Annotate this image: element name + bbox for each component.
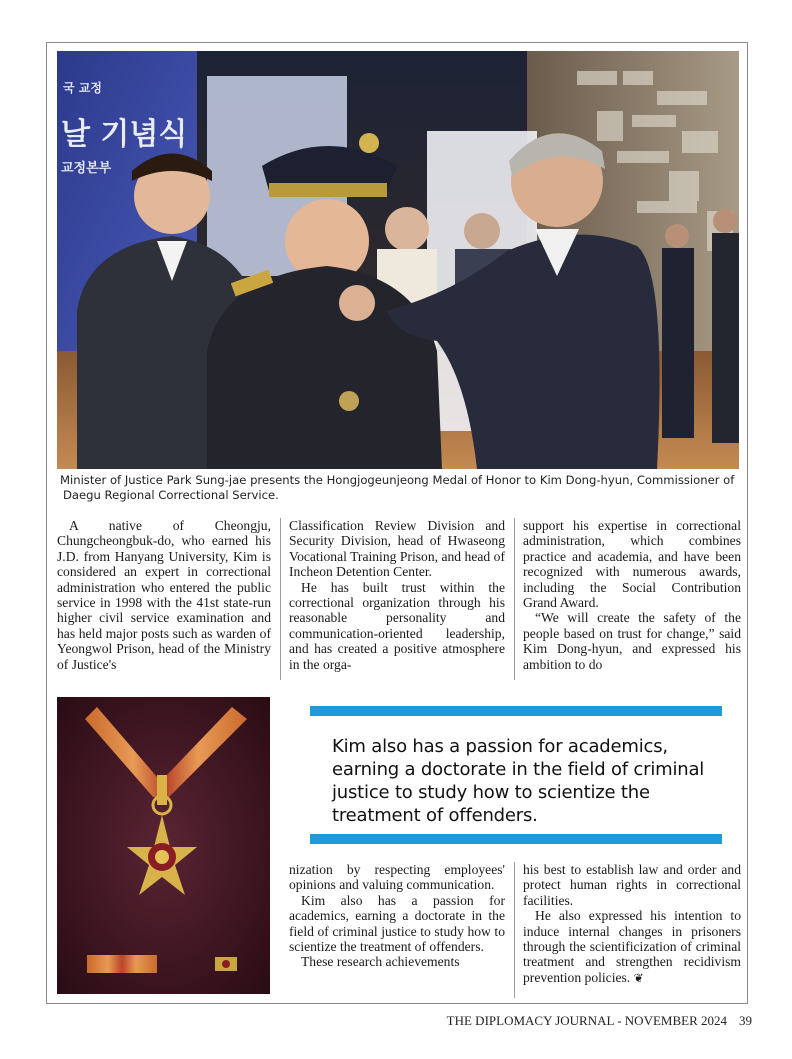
pullquote-bar-bottom [310,834,722,844]
paragraph: “We will create the safety of the people based on trust for change,” said Kim Dong-hyun, and expressed his ambition to do [523,610,741,672]
screen-text-bottom: 교정본부 [61,161,112,176]
caption-line-2: Daegu Regional Correctional Service. [63,488,279,502]
page-number: 39 [739,1013,752,1028]
pullquote: Kim also has a passion for academics, earning a doctorate in the field of criminal justice to study how to scientize the treatment of offenders. [332,736,705,826]
medal-illustration [57,697,270,994]
column-1-top [57,518,271,672]
column-2-bottom [289,862,505,970]
paragraph: He has built trust within the correctional organization through his reasonable personality and communication-oriented leadership, and has created a positive atmosphere in the orga- [289,579,505,672]
paragraph: These research achievements [301,954,460,970]
paragraph: Classification Review Division and Security Division, head of Hwaseong Vocational Training Prison, and head of Incheon Detention Center. [289,518,505,580]
paragraph-text: He also expressed his intention to induce internal changes in prisoners through the scientificization of criminal treatment and strengthen recidivism prevention policies. [523,908,741,985]
photo-caption [60,473,744,503]
screen-text-title: 날 기념식 [61,117,188,152]
ceremony-photo [57,51,739,469]
paragraph: A native of Cheongju, Chungcheongbuk-do, who earned his J.D. from Hanyang University, Kim is considered an expert in correctional administration who entered the public service in 1998 with the 41st state-run higher civil service examination and has held major posts such as warden of Yeongwol Prison, head of the Ministry of Justice's [57,518,271,672]
column-3-bottom [523,862,741,986]
publication-name: THE DIPLOMACY JOURNAL - NOVEMBER 2024 [446,1013,727,1028]
column-divider [280,518,281,680]
column-3-top [523,518,741,672]
column-divider [514,862,515,998]
caption-line-1: Minister of Justice Park Sung-jae presents the Hongjogeunjeong Medal of Honor to Kim Dong-hyun, Commissioner of [60,473,735,487]
column-divider [514,518,515,680]
pullquote-bar-top [310,706,722,716]
end-mark-icon: ❦ [633,970,644,985]
paragraph: nization by respecting employees' opinions and valuing communication. [289,862,505,893]
paragraph: support his expertise in correctional administration, which combines practice and academia, and have been recognized with numerous awards, including the Social Contribution Grand Award. [523,518,741,611]
column-2-top [289,518,505,672]
screen-text-top: 국 교정 [63,81,102,95]
paragraph: his best to establish law and order and protect human rights in correctional facilities. [523,862,741,908]
page-footer [432,1013,752,1029]
paragraph [523,908,741,986]
medal-photo [57,697,270,994]
paragraph: Kim also has a passion for academics, earning a doctorate in the field of criminal justice to study how to scientize the treatment of offenders. [289,892,505,955]
